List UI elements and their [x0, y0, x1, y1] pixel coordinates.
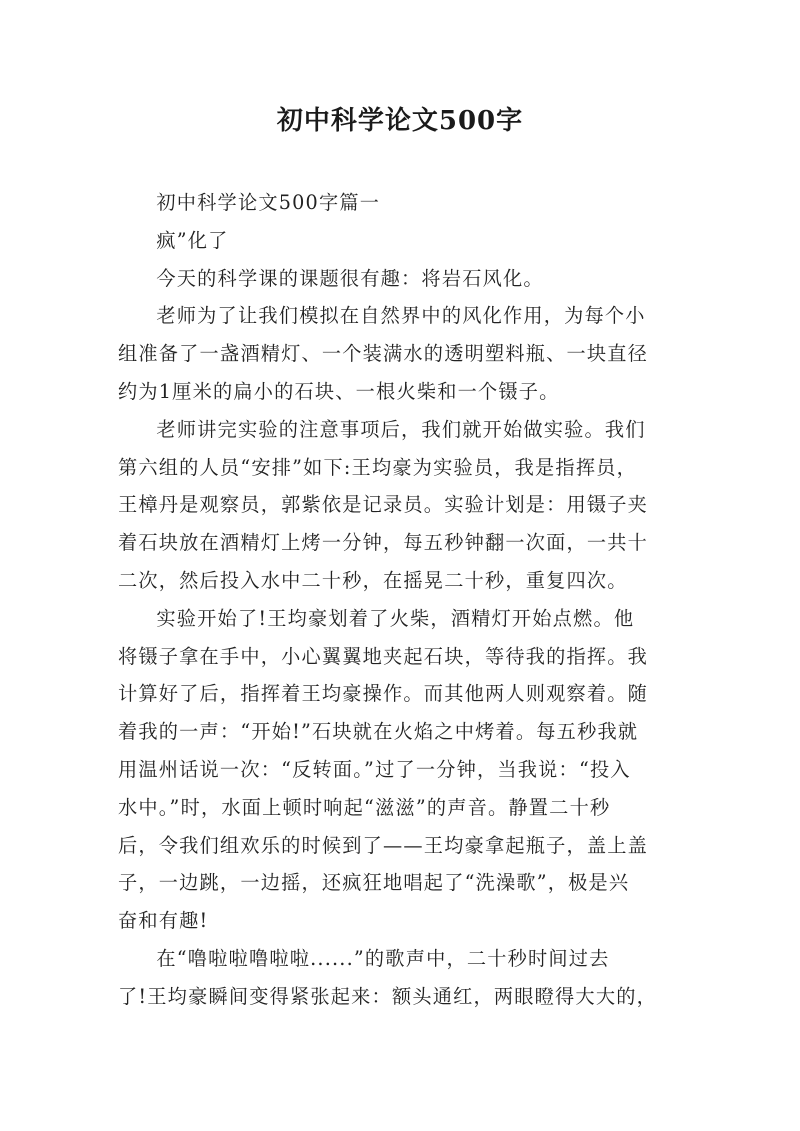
text-line: 后，令我们组欢乐的时候到了——王均豪拿起瓶子，盖上盖	[118, 833, 649, 857]
text-line: 着我的一声：“开始!”石块就在火焰之中烤着。每五秒我就	[118, 720, 639, 744]
paragraph	[118, 260, 690, 298]
paragraph	[118, 222, 690, 260]
text-line: 实验开始了!王均豪划着了火柴，酒精灯开始点燃。他	[156, 606, 635, 630]
text-line: 约为1厘米的扁小的石块、一根火柴和一个镊子。	[118, 379, 560, 403]
text-line: 二次，然后投入水中二十秒，在摇晃二十秒，重复四次。	[118, 568, 628, 592]
page-title: 初中科学论文500字	[276, 106, 524, 136]
article-body	[118, 184, 690, 1016]
paragraph	[118, 600, 690, 940]
text-line: 着石块放在酒精灯上烤一分钟，每五秒钟翻一次面，一共十	[118, 531, 649, 555]
text-line: 今天的科学课的课题很有趣：将岩石风化。	[156, 266, 544, 290]
text-line: 初中科学论文500字篇一	[156, 191, 381, 214]
text-line: 将镊子拿在手中，小心翼翼地夹起石块，等待我的指挥。我	[118, 644, 649, 668]
text-line: 老师讲完实验的注意事项后，我们就开始做实验。我们	[156, 417, 646, 441]
text-line: 水中。”时，水面上顿时响起“滋滋”的声音。静置二十秒	[118, 795, 611, 819]
text-line: 子，一边跳，一边摇，还疯狂地唱起了“洗澡歌”，极是兴	[118, 871, 630, 895]
paragraph	[118, 411, 690, 600]
text-line: 在“噜啦啦噜啦啦......”的歌声中，二十秒时间过去	[156, 946, 610, 970]
text-line: 第六组的人员“安排”如下:王均豪为实验员，我是指挥员，	[118, 455, 637, 479]
text-line: 了!王均豪瞬间变得紧张起来：额头通红，两眼瞪得大大的，	[118, 984, 657, 1008]
text-line: 用温州话说一次：“反转面。”过了一分钟，当我说：“投入	[118, 757, 631, 781]
text-line: 疯”化了	[156, 228, 229, 252]
paragraph	[118, 184, 690, 222]
text-line: 奋和有趣!	[118, 909, 209, 933]
text-line: 组准备了一盏酒精灯、一个装满水的透明塑料瓶、一块直径	[118, 342, 649, 366]
text-line: 老师为了让我们模拟在自然界中的风化作用，为每个小	[156, 304, 646, 328]
text-line: 王樟丹是观察员，郭紫依是记录员。实验计划是：用镊子夹	[118, 493, 649, 517]
text-line: 计算好了后，指挥着王均豪操作。而其他两人则观察着。随	[118, 682, 649, 706]
paragraph	[118, 297, 690, 410]
paragraph	[118, 940, 690, 1016]
